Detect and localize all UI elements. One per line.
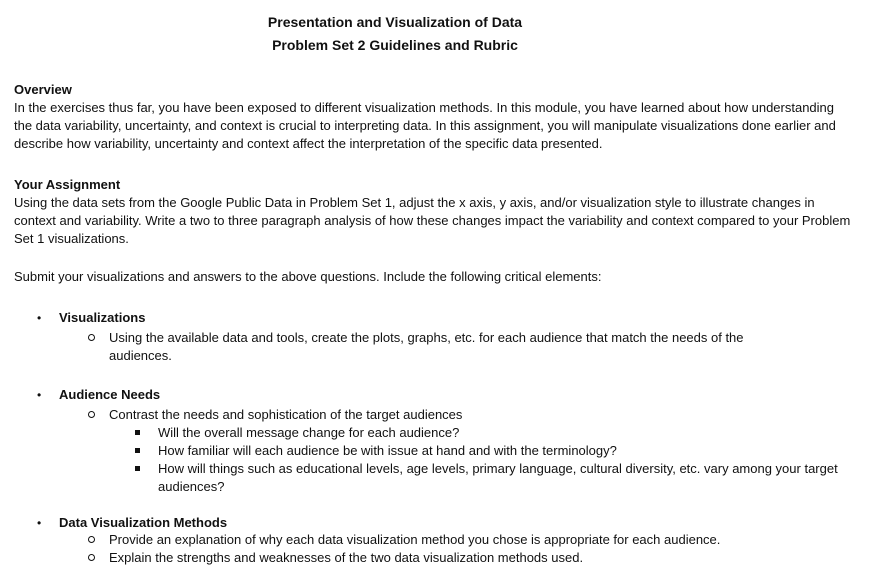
document-title: Presentation and Visualization of Data bbox=[267, 14, 523, 30]
assignment-section bbox=[14, 176, 854, 248]
visualizations-label: Visualizations bbox=[59, 310, 146, 325]
hollow-circle-bullet bbox=[88, 554, 95, 561]
audience-question-text: How familiar will each audience be with issue at hand and with the terminology? bbox=[158, 443, 617, 458]
methods-item-text: Provide an explanation of why each data visualization method you chose is appropriate for each audience. bbox=[109, 532, 721, 547]
document-subtitle: Problem Set 2 Guidelines and Rubric bbox=[272, 37, 518, 53]
audience-question-text: How will things such as educational levels, age levels, primary language, cultural diversity, etc. vary among your target audiences? bbox=[158, 461, 838, 494]
assignment-body: Using the data sets from the Google Public Data in Problem Set 1, adjust the x axis, y axis, and/or visualization style to illustrate changes in context and variability. Write a two to three paragraph analysis of how these changes impact the variability and context compared to your Problem Set 1 visualizations. bbox=[14, 195, 851, 246]
assignment-heading: Your Assignment bbox=[14, 177, 121, 192]
square-bullet bbox=[135, 448, 140, 453]
overview-body: In the exercises thus far, you have been exposed to different visualization methods. In this module, you have learned about how understanding the data variability, uncertainty, and context is crucial to interpreting data. In this assignment, you will manipulate visualizations done earlier and describe how variability, uncertainty and context affect the interpretation of the specific data presented. bbox=[14, 100, 836, 151]
bullet-dot: • bbox=[37, 388, 42, 402]
overview-heading: Overview bbox=[14, 82, 72, 97]
square-bullet bbox=[135, 466, 140, 471]
square-bullet bbox=[135, 430, 140, 435]
audience-needs-label: Audience Needs bbox=[59, 387, 161, 402]
overview-section bbox=[14, 81, 854, 153]
methods-item-text: Explain the strengths and weaknesses of the two data visualization methods used. bbox=[109, 550, 584, 565]
bullet-dot: • bbox=[37, 516, 42, 530]
visualizations-item-text: Using the available data and tools, create the plots, graphs, etc. for each audience that match the needs of the audiences. bbox=[109, 330, 744, 363]
methods-label: Data Visualization Methods bbox=[59, 515, 228, 530]
hollow-circle-bullet bbox=[88, 536, 95, 543]
audience-question-text: Will the overall message change for each audience? bbox=[158, 425, 460, 440]
hollow-circle-bullet bbox=[88, 334, 95, 341]
bullet-dot: • bbox=[37, 311, 42, 325]
audience-needs-item-text: Contrast the needs and sophistication of the target audiences bbox=[109, 407, 463, 422]
hollow-circle-bullet bbox=[88, 411, 95, 418]
submit-instructions: Submit your visualizations and answers to the above questions. Include the following critical elements: bbox=[14, 269, 602, 284]
